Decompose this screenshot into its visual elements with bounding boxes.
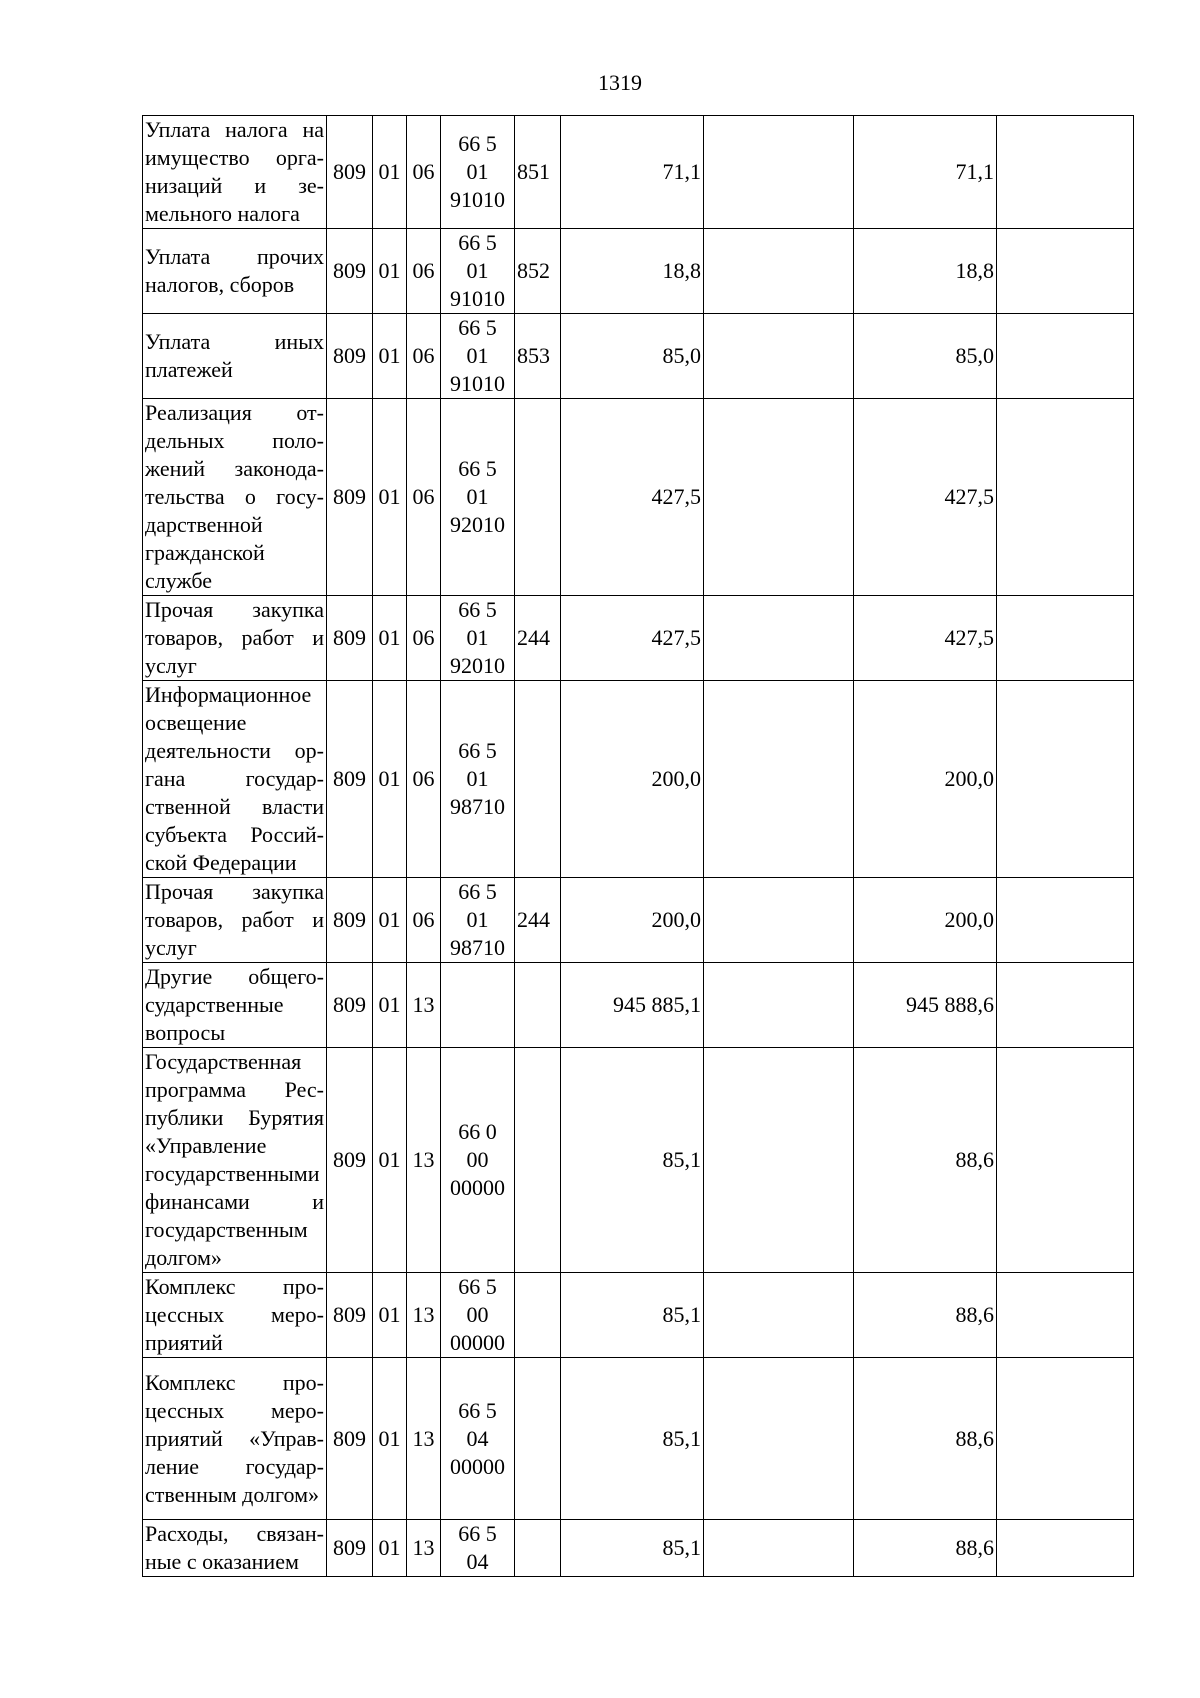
vr-code-cell <box>515 399 561 596</box>
rz-code-cell: 01 <box>373 596 407 681</box>
sum-2024-cell: 85,0 <box>561 314 704 399</box>
empty-cell <box>704 1273 854 1358</box>
rz-code-cell: 01 <box>373 399 407 596</box>
sum-2025-cell: 88,6 <box>854 1358 997 1520</box>
rz-code-cell: 01 <box>373 1358 407 1520</box>
empty-cell <box>997 314 1134 399</box>
empty-cell <box>997 1273 1134 1358</box>
empty-cell <box>704 1520 854 1577</box>
sum-2024-cell: 18,8 <box>561 229 704 314</box>
empty-cell <box>704 1048 854 1273</box>
empty-cell <box>997 878 1134 963</box>
csr-code-cell: 66 0 00 00000 <box>441 1048 515 1273</box>
gr-code-cell: 809 <box>327 963 373 1048</box>
row-name-cell: Другие общегосударственные вопросы <box>143 963 327 1048</box>
pr-code-cell: 13 <box>407 1273 441 1358</box>
empty-cell <box>704 1358 854 1520</box>
row-name-cell: Комплекс процессных мероприятий «Управление государственным долгом» <box>143 1358 327 1520</box>
csr-code-cell <box>441 963 515 1048</box>
empty-cell <box>997 1358 1134 1520</box>
pr-code-cell: 13 <box>407 963 441 1048</box>
table-row <box>143 314 1134 399</box>
vr-code-cell <box>515 1358 561 1520</box>
empty-cell <box>997 596 1134 681</box>
table-row <box>143 1358 1134 1520</box>
sum-2025-cell: 88,6 <box>854 1273 997 1358</box>
csr-code-cell: 66 5 01 91010 <box>441 314 515 399</box>
sum-2024-cell: 427,5 <box>561 399 704 596</box>
sum-2024-cell: 427,5 <box>561 596 704 681</box>
pr-code-cell: 06 <box>407 116 441 229</box>
pr-code-cell: 06 <box>407 878 441 963</box>
csr-code-cell: 66 5 01 98710 <box>441 878 515 963</box>
vr-code-cell: 244 <box>515 878 561 963</box>
sum-2025-cell: 200,0 <box>854 681 997 878</box>
rz-code-cell: 01 <box>373 878 407 963</box>
empty-cell <box>997 1520 1134 1577</box>
sum-2024-cell: 85,1 <box>561 1358 704 1520</box>
row-name-cell: Уплата прочих налогов, сборов <box>143 229 327 314</box>
row-name-cell: Уплата иных платежей <box>143 314 327 399</box>
empty-cell <box>704 963 854 1048</box>
row-name-cell: Прочая закупка товаров, работ и услуг <box>143 596 327 681</box>
row-name-cell: Комплекс процессных мероприятий <box>143 1273 327 1358</box>
sum-2025-cell: 427,5 <box>854 399 997 596</box>
table-row <box>143 1520 1134 1577</box>
rz-code-cell: 01 <box>373 229 407 314</box>
empty-cell <box>997 116 1134 229</box>
csr-code-cell: 66 5 01 91010 <box>441 229 515 314</box>
pr-code-cell: 13 <box>407 1520 441 1577</box>
pr-code-cell: 06 <box>407 399 441 596</box>
sum-2024-cell: 85,1 <box>561 1273 704 1358</box>
rz-code-cell: 01 <box>373 1520 407 1577</box>
vr-code-cell <box>515 963 561 1048</box>
pr-code-cell: 13 <box>407 1048 441 1273</box>
table-row <box>143 681 1134 878</box>
vr-code-cell: 853 <box>515 314 561 399</box>
sum-2024-cell: 200,0 <box>561 878 704 963</box>
table-row <box>143 229 1134 314</box>
rz-code-cell: 01 <box>373 963 407 1048</box>
table-row <box>143 1273 1134 1358</box>
row-name-cell: Реализация отдельных положений законодательства о государственной гражданской службе <box>143 399 327 596</box>
sum-2025-cell: 427,5 <box>854 596 997 681</box>
empty-cell <box>704 596 854 681</box>
sum-2025-cell: 200,0 <box>854 878 997 963</box>
empty-cell <box>997 1048 1134 1273</box>
sum-2025-cell: 18,8 <box>854 229 997 314</box>
gr-code-cell: 809 <box>327 314 373 399</box>
empty-cell <box>997 229 1134 314</box>
empty-cell <box>704 878 854 963</box>
gr-code-cell: 809 <box>327 1048 373 1273</box>
empty-cell <box>704 229 854 314</box>
row-name-cell: Прочая закупка товаров, работ и услуг <box>143 878 327 963</box>
csr-code-cell: 66 5 01 91010 <box>441 116 515 229</box>
row-name-cell: Государственная программа Республики Бурятия «Управление государственными финансами и государственным долгом» <box>143 1048 327 1273</box>
empty-cell <box>704 116 854 229</box>
sum-2024-cell: 85,1 <box>561 1520 704 1577</box>
csr-code-cell: 66 5 04 <box>441 1520 515 1577</box>
pr-code-cell: 13 <box>407 1358 441 1520</box>
gr-code-cell: 809 <box>327 116 373 229</box>
gr-code-cell: 809 <box>327 229 373 314</box>
vr-code-cell: 851 <box>515 116 561 229</box>
sum-2024-cell: 85,1 <box>561 1048 704 1273</box>
csr-code-cell: 66 5 00 00000 <box>441 1273 515 1358</box>
sum-2025-cell: 88,6 <box>854 1520 997 1577</box>
page-number: 1319 <box>598 70 642 95</box>
csr-code-cell: 66 5 04 00000 <box>441 1358 515 1520</box>
pr-code-cell: 06 <box>407 596 441 681</box>
table-row <box>143 116 1134 229</box>
rz-code-cell: 01 <box>373 681 407 878</box>
table-row <box>143 1048 1134 1273</box>
gr-code-cell: 809 <box>327 399 373 596</box>
vr-code-cell <box>515 1520 561 1577</box>
sum-2025-cell: 88,6 <box>854 1048 997 1273</box>
vr-code-cell <box>515 681 561 878</box>
empty-cell <box>997 399 1134 596</box>
table-row <box>143 399 1134 596</box>
vr-code-cell: 852 <box>515 229 561 314</box>
row-name-cell: Расходы, связанные с оказанием <box>143 1520 327 1577</box>
sum-2025-cell: 945 888,6 <box>854 963 997 1048</box>
sum-2024-cell: 945 885,1 <box>561 963 704 1048</box>
sum-2025-cell: 85,0 <box>854 314 997 399</box>
pr-code-cell: 06 <box>407 681 441 878</box>
row-name-cell: Уплата налога на имущество организаций и земельного налога <box>143 116 327 229</box>
rz-code-cell: 01 <box>373 314 407 399</box>
gr-code-cell: 809 <box>327 1520 373 1577</box>
table-row <box>143 596 1134 681</box>
empty-cell <box>997 681 1134 878</box>
csr-code-cell: 66 5 01 92010 <box>441 399 515 596</box>
rz-code-cell: 01 <box>373 116 407 229</box>
gr-code-cell: 809 <box>327 1358 373 1520</box>
table-row <box>143 963 1134 1048</box>
sum-2024-cell: 71,1 <box>561 116 704 229</box>
gr-code-cell: 809 <box>327 878 373 963</box>
row-name-cell: Информационное освещение деятельности органа государственной власти субъекта Российской Федерации <box>143 681 327 878</box>
vr-code-cell <box>515 1273 561 1358</box>
rz-code-cell: 01 <box>373 1048 407 1273</box>
pr-code-cell: 06 <box>407 314 441 399</box>
gr-code-cell: 809 <box>327 1273 373 1358</box>
table-row <box>143 878 1134 963</box>
csr-code-cell: 66 5 01 98710 <box>441 681 515 878</box>
pr-code-cell: 06 <box>407 229 441 314</box>
gr-code-cell: 809 <box>327 596 373 681</box>
budget-table <box>142 115 1134 1577</box>
vr-code-cell: 244 <box>515 596 561 681</box>
rz-code-cell: 01 <box>373 1273 407 1358</box>
sum-2024-cell: 200,0 <box>561 681 704 878</box>
empty-cell <box>704 681 854 878</box>
vr-code-cell <box>515 1048 561 1273</box>
empty-cell <box>704 399 854 596</box>
empty-cell <box>704 314 854 399</box>
sum-2025-cell: 71,1 <box>854 116 997 229</box>
empty-cell <box>997 963 1134 1048</box>
csr-code-cell: 66 5 01 92010 <box>441 596 515 681</box>
gr-code-cell: 809 <box>327 681 373 878</box>
